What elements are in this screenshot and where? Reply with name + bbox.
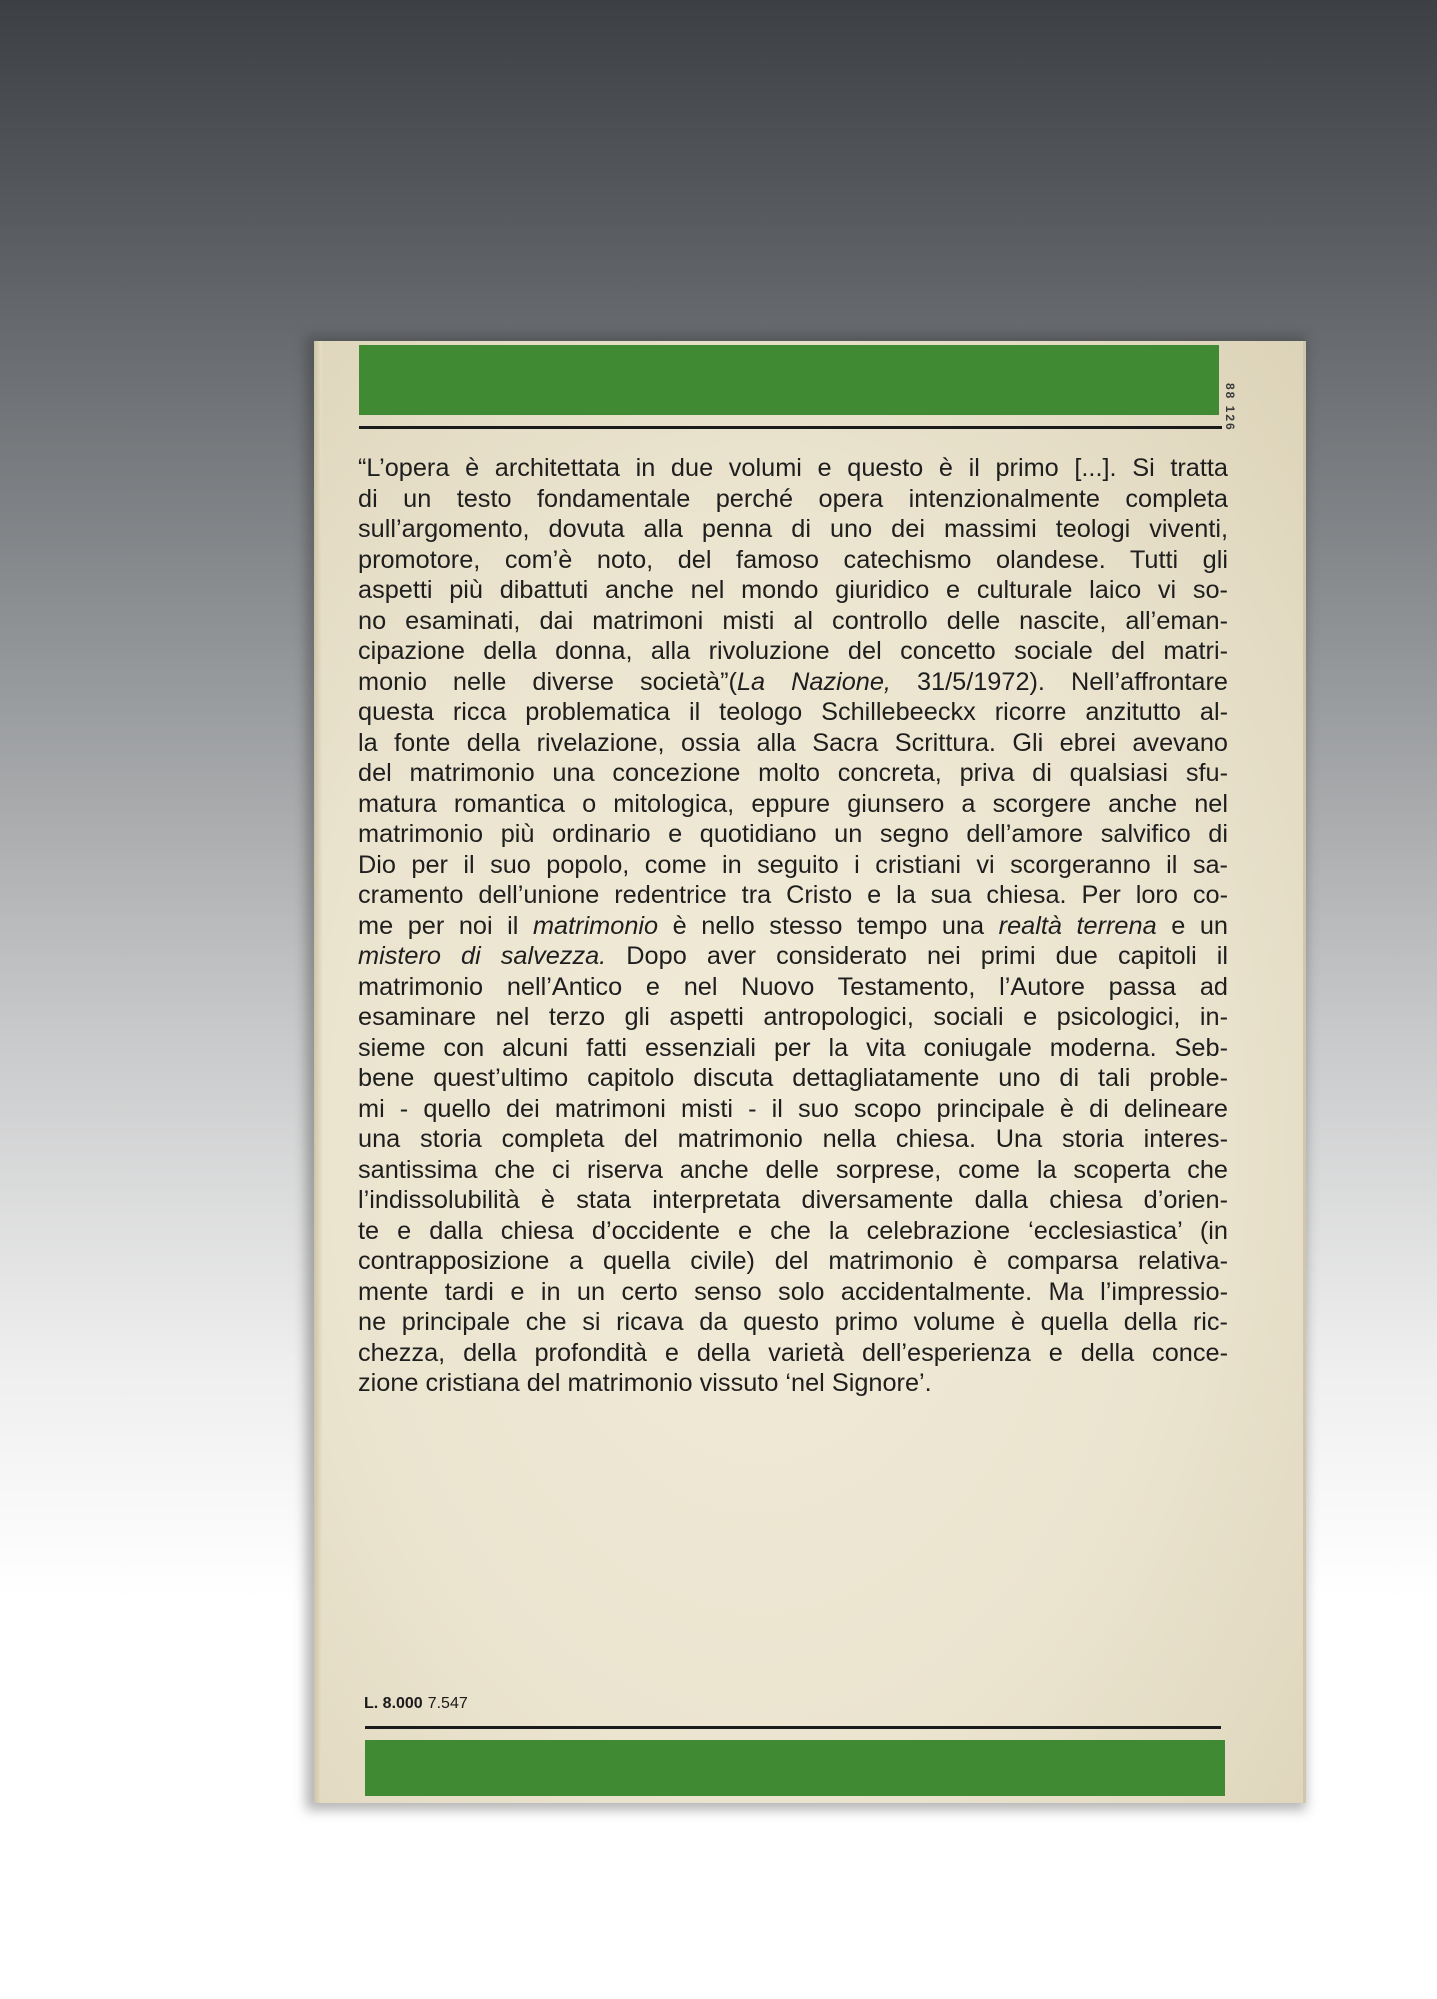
blurb-italic-run: La Nazione, (736, 667, 891, 696)
blurb-line (358, 1368, 1228, 1399)
book-back-cover (314, 341, 1306, 1803)
blurb-run: l’indissolubilità è stata interpretata diversamente dalla chiesa d’orien- (358, 1186, 1228, 1214)
blurb-line (358, 545, 1228, 576)
blurb-run: la fonte della rivelazione, ossia alla Sacra Scrittura. Gli ebrei avevano (358, 728, 1228, 757)
blurb-line (358, 880, 1228, 911)
blurb-line (358, 1063, 1228, 1094)
bottom-green-band (365, 1740, 1225, 1796)
blurb-run: del matrimonio una concezione molto concreta, priva di qualsiasi sfu- (358, 759, 1228, 787)
blurb-line (358, 697, 1228, 728)
blurb-line (358, 514, 1228, 545)
side-code: 88 126 (1223, 383, 1237, 432)
blurb-run: aspetti più dibattuti anche nel mondo giuridico e culturale laico vi so- (358, 576, 1228, 604)
blurb-line (358, 1277, 1228, 1308)
blurb-line (358, 1033, 1228, 1064)
blurb-run: di un testo fondamentale perché opera intenzionalmente completa (358, 484, 1228, 513)
bottom-rule (365, 1726, 1221, 1729)
blurb-line (358, 911, 1228, 942)
blurb-run: una storia completa del matrimonio nella chiesa. Una storia interes- (358, 1125, 1228, 1153)
blurb-run: matrimonio nell’Antico e nel Nuovo Testamento, l’Autore passa ad (358, 972, 1228, 1001)
blurb-line (358, 484, 1228, 515)
blurb-line (358, 1124, 1228, 1155)
blurb-run: è nello stesso tempo una (658, 911, 999, 940)
blurb-line (358, 1185, 1228, 1216)
blurb-line (358, 575, 1228, 606)
blurb-line (358, 1216, 1228, 1247)
top-rule (359, 426, 1222, 429)
blurb-run: “L’opera è architettata in due volumi e questo è il primo [...]. Si tratta (358, 454, 1228, 482)
blurb-run: questa ricca problematica il teologo Schillebeeckx ricorre anzitutto al- (358, 698, 1228, 726)
blurb-run: te e dalla chiesa d’occidente e che la celebrazione ‘ecclesiastica’ (in (358, 1216, 1228, 1245)
blurb-italic-run: matrimonio (532, 911, 659, 940)
blurb-line (358, 1002, 1228, 1033)
blurb-run: mi - quello dei matrimoni misti - il suo scopo principale è di delineare (358, 1094, 1228, 1123)
blurb-line (358, 1307, 1228, 1338)
blurb-line (358, 1155, 1228, 1186)
blurb-run: santissima che ci riserva anche delle sorprese, come la scoperta che (358, 1155, 1228, 1184)
blurb-run: sull’argomento, dovuta alla penna di uno dei massimi teologi viventi, (358, 515, 1228, 543)
blurb-line (358, 941, 1228, 972)
blurb-line (358, 789, 1228, 820)
blurb-run: no esaminati, dai matrimoni misti al controllo delle nascite, all’eman- (358, 606, 1228, 635)
blurb-run: monio nelle diverse società”( (358, 667, 737, 696)
blurb-italic-run: mistero di salvezza. (358, 942, 607, 970)
blurb-run: promotore, com’è noto, del famoso catechismo olandese. Tutti gli (358, 545, 1228, 574)
blurb-run: Dopo aver considerato nei primi due capitoli il (606, 942, 1228, 970)
blurb-line (358, 667, 1228, 698)
blurb-line (358, 1094, 1228, 1125)
blurb-italic-run: realtà terrena (998, 911, 1157, 940)
blurb-line (358, 758, 1228, 789)
price-row (364, 1695, 468, 1713)
spine-fold (314, 341, 322, 1803)
blurb-line (358, 1338, 1228, 1369)
blurb-line (358, 972, 1228, 1003)
blurb-line (358, 636, 1228, 667)
blurb-line (358, 819, 1228, 850)
blurb-run: sieme con alcuni fatti essenziali per la vita coniugale moderna. Seb- (358, 1033, 1228, 1062)
blurb-run: contrapposizione a quella civile) del matrimonio è comparsa relativa- (358, 1247, 1228, 1275)
blurb-run: matura romantica o mitologica, eppure giunsero a scorgere anche nel (358, 789, 1228, 818)
blurb-run: e un (1156, 911, 1228, 940)
catalog-code: 7.547 (427, 1695, 468, 1712)
price-lire: L. 8.000 (364, 1695, 423, 1712)
blurb-run: ne principale che si ricava da questo primo volume è quella della ric- (358, 1308, 1228, 1336)
blurb-run: bene quest’ultimo capitolo discuta dettagliatamente uno di tali proble- (358, 1064, 1228, 1092)
blurb-line (358, 606, 1228, 637)
blurb-line (358, 728, 1228, 759)
blurb-run: 31/5/1972). Nell’affrontare (890, 667, 1228, 696)
blurb-run: me per noi il (358, 911, 533, 940)
blurb-run: zione cristiana del matrimonio vissuto ‘nel Signore’. (358, 1369, 932, 1397)
blurb-run: matrimonio più ordinario e quotidiano un segno dell’amore salvifico di (358, 820, 1228, 848)
blurb-line (358, 1246, 1228, 1277)
blurb-run: Dio per il suo popolo, come in seguito i cristiani vi scorgeranno il sa- (358, 850, 1228, 879)
blurb-run: cipazione della donna, alla rivoluzione del concetto sociale del matri- (358, 637, 1228, 665)
blurb-line (358, 850, 1228, 881)
blurb-run: chezza, della profondità e della varietà dell’esperienza e della conce- (358, 1338, 1228, 1367)
blurb-text (358, 453, 1228, 1399)
blurb-run: mente tardi e in un certo senso solo accidentalmente. Ma l’impressio- (358, 1277, 1228, 1306)
top-green-band (359, 345, 1219, 415)
blurb-run: cramento dell’unione redentrice tra Cristo e la sua chiesa. Per loro co- (358, 881, 1228, 909)
blurb-run: esaminare nel terzo gli aspetti antropologici, sociali e psicologici, in- (358, 1003, 1228, 1031)
blurb-line (358, 453, 1228, 484)
